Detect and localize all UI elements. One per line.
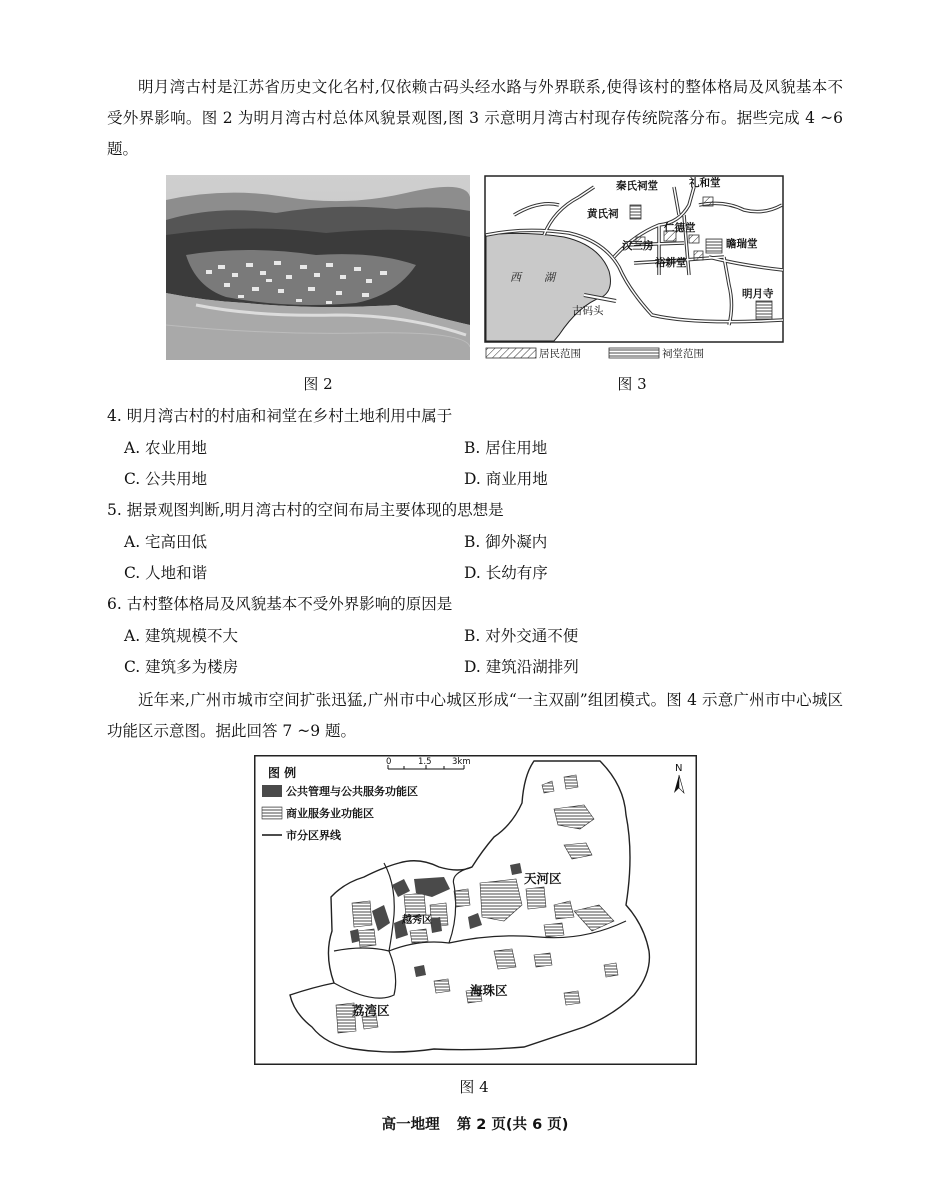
svg-text:N: N <box>675 763 683 774</box>
question-4-option-c[interactable]: C. 公共用地 <box>124 470 208 488</box>
legend-resident: 居民范围 <box>539 348 581 360</box>
legend-commerce: 商业服务业功能区 <box>286 807 374 820</box>
figure-3-map <box>484 175 784 363</box>
scale-mid: 1.5 <box>418 757 432 767</box>
question-6-option-a[interactable]: A. 建筑规模不大 <box>124 627 239 645</box>
label-matou: 古码头 <box>572 305 604 317</box>
label-mingyuesi: 明月寺 <box>742 288 774 300</box>
label-hansan: 汉三房 <box>622 240 654 252</box>
intro-paragraph-1: 明月湾古村是江苏省历史文化名村,仅依赖古码头经水路与外界联系,使得该村的整体格局及风貌基本不受外界影响。图 2 为明月湾古村总体风貌景观图,图 3 示意明月湾古村现存传统院落分布。据些完成 4 ~6 题。 <box>107 78 843 158</box>
question-6-option-b[interactable]: B. 对外交通不便 <box>464 627 579 645</box>
question-5-stem: 5. 据景观图判断,明月湾古村的空间布局主要体现的思想是 <box>107 501 504 519</box>
district-liwan: 荔湾区 <box>352 1003 390 1018</box>
question-4-option-d[interactable]: D. 商业用地 <box>464 470 548 488</box>
legend-swatch-public <box>262 785 282 797</box>
scale-end: 3km <box>452 757 471 767</box>
question-5-option-b[interactable]: B. 御外凝内 <box>464 533 548 551</box>
label-xihu-1: 西 <box>510 271 521 284</box>
district-haizhu: 海珠区 <box>470 983 508 998</box>
label-xihu-2: 湖 <box>544 271 555 284</box>
intro-paragraph-2: 近年来,广州市城市空间扩张迅猛,广州市中心城区形成“一主双副”组团模式。图 4 示意广州市中心城区功能区示意图。据此回答 7 ~9 题。 <box>107 691 843 740</box>
question-6-option-c[interactable]: C. 建筑多为楼房 <box>124 658 239 676</box>
label-yaozhan: 瞻瑞堂 <box>726 238 758 250</box>
village-map <box>484 175 784 363</box>
figure-2-caption: 图 2 <box>303 375 333 393</box>
district-tianhe: 天河区 <box>524 871 562 886</box>
label-huangshi: 黄氏祠 <box>587 208 619 220</box>
legend-public: 公共管理与公共服务功能区 <box>286 785 418 798</box>
village-landscape-photo <box>166 175 470 360</box>
figure-3-caption: 图 3 <box>617 375 647 393</box>
label-lihe: 礼和堂 <box>689 177 721 189</box>
question-4-option-b[interactable]: B. 居住用地 <box>464 439 548 457</box>
footer-subject: 高一地理 <box>381 1117 440 1133</box>
figure-4-caption: 图 4 <box>459 1078 489 1096</box>
legend-swatch-temple <box>609 348 659 358</box>
district-yuexiu: 越秀区 <box>402 915 432 926</box>
page-footer <box>0 1113 950 1134</box>
figure-4-map <box>254 755 697 1065</box>
scale-0: 0 <box>386 757 392 767</box>
label-qinshi: 秦氏祠堂 <box>616 180 658 192</box>
figure-2-photo <box>166 175 470 360</box>
legend-temple: 祠堂范围 <box>662 348 704 360</box>
question-5-option-c[interactable]: C. 人地和谐 <box>124 564 208 582</box>
legend-boundary: 市分区界线 <box>286 829 341 842</box>
question-5-option-d[interactable]: D. 长幼有序 <box>464 564 548 582</box>
question-5-option-a[interactable]: A. 宅高田低 <box>124 533 208 551</box>
question-6-stem: 6. 古村整体格局及风貌基本不受外界影响的原因是 <box>107 595 453 613</box>
question-4-option-a[interactable]: A. 农业用地 <box>124 439 208 457</box>
footer-page: 第 2 页(共 6 页) <box>456 1117 569 1133</box>
guangzhou-function-map <box>254 755 697 1065</box>
label-yugeng: 裕耕堂 <box>655 257 687 269</box>
legend-title: 图 例 <box>268 766 297 780</box>
question-4-stem: 4. 明月湾古村的村庙和祠堂在乡村土地利用中属于 <box>107 407 453 425</box>
label-rende: 仁德堂 <box>664 222 696 234</box>
question-6-option-d[interactable]: D. 建筑沿湖排列 <box>464 658 579 676</box>
legend-swatch-resident <box>486 348 536 358</box>
legend-swatch-commerce <box>262 807 282 819</box>
